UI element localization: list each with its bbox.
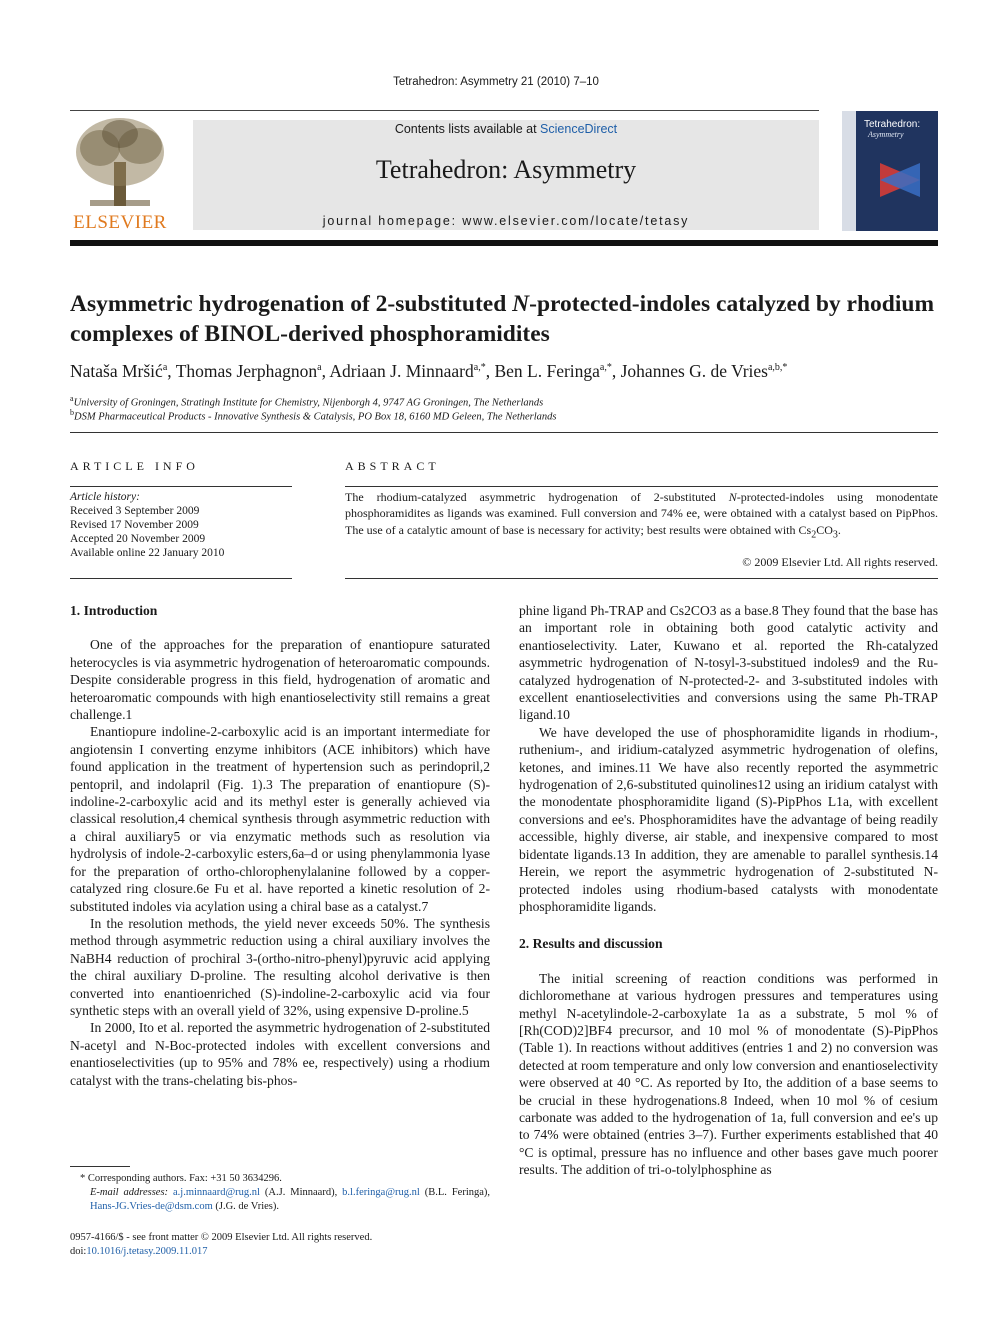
header-thick-rule — [70, 240, 938, 246]
email-link[interactable]: a.j.minnaard@rug.nl — [173, 1187, 260, 1198]
paragraph: In 2000, Ito et al. reported the asymmetric hydrogenation of 2-substituted N-acetyl and N-Boc-protected indoles with excellent conversions and enantioselectivities (up to 95% and 78% ee, respectively) using a rhodium catalyst with the trans-chelating bis-phos- — [70, 1020, 490, 1088]
divider — [70, 578, 292, 579]
paragraph: In the resolution methods, the yield never exceeds 50%. The synthesis method through asymmetric reduction using a chiral auxiliary involves the NaBH4 reduction of prochiral 3-(ortho-nitro-phenyl)pyruvic acid applying the chiral auxiliary D-proline. The resulting alcohol derivative is then converted into enantioenriched (S)-indoline-2-carboxylic acid via four synthetic steps with an overall yield of 32%, using expensive D-proline.5 — [70, 915, 490, 1018]
journal-citation: Tetrahedron: Asymmetry 21 (2010) 7–10 — [393, 76, 599, 88]
footnotes: * Corresponding authors. Fax: +31 50 3634296. E-mail addresses: a.j.minnaard@rug.nl (A.J. Minnaard), b.l.feringa@rug.nl (B.L. Feringa), Hans-JG.Vries-de@dsm.com (J.G. de Vries). — [80, 1173, 491, 1212]
author[interactable]: Nataša Mršić — [70, 361, 163, 381]
divider — [70, 432, 938, 433]
article-history: Article history: Received 3 September 2009 Revised 17 November 2009 Accepted 20 November 2009 Available online 22 January 2010 — [70, 491, 225, 559]
body-column-right — [519, 602, 938, 1179]
paragraph: phine ligand Ph-TRAP and Cs2CO3 as a base.8 They found that the base has an important role in obtaining both good catalytic activity and enantioselectivity. Later, Kuwano et al. reported the Rh-catalyzed asymmetric hydrogenation of N-tosyl-3-substitued indoles9 and the Ru-catalyzed hydrogenation of N-protected-2- and 3-substituted indoles with excellent enantioselectivities and conversions using the same Ph-TRAP ligand.10 — [519, 603, 938, 723]
paragraph: One of the approaches for the preparation of enantiopure saturated heterocycles is via asymmetric hydrogenation of heteroaromatic compounds. Despite considerable progress in this field, hydrogenation of aromatic and heteroaromatic compounds with high enantioselectivity still remains a great challenge.1 — [70, 637, 490, 723]
doi-link[interactable]: 10.1016/j.tetasy.2009.11.017 — [86, 1246, 208, 1257]
author[interactable]: Ben L. Feringa — [494, 361, 600, 381]
copyright-notice: © 2009 Elsevier Ltd. All rights reserved. — [742, 555, 938, 569]
cover-title: Tetrahedron: — [864, 119, 921, 130]
front-matter: 0957-4166/$ - see front matter © 2009 Elsevier Ltd. All rights reserved. doi:10.1016/j.tetasy.2009.11.017 — [70, 1232, 373, 1257]
sciencedirect-link[interactable]: ScienceDirect — [540, 122, 618, 136]
journal-title: Tetrahedron: Asymmetry — [375, 155, 637, 184]
author[interactable]: Adriaan J. Minnaard — [329, 361, 474, 381]
email-link[interactable]: b.l.feringa@rug.nl — [342, 1187, 420, 1198]
cover-subtitle: Asymmetry — [868, 130, 904, 139]
paragraph: The initial screening of reaction conditions was performed in dichloromethane at various hydrogen pressures and temperatures using methyl N-acetylindole-2-carboxylate 1a as a substrate, 5 mol % of [Rh(COD)2]BF4 precursor, and 10 mol % of monodentate (S)-PipPhos (Table 1). In reactions without additives (entries 1 and 2) no conversion was detected at room temperature and only low conversion and enantioselectivity were observed at 40 °C. As reported by Ito, the addition of a base seems to be crucial in these hydrogenations.8 Indeed, when 10 mol % of cesium carbonate was added to the hydrogenation of 1a, full conversion and ee's up to 74% were obtained (entries 3–7). Further experiments established that 40 °C is optimal, pressure has no influence and other bases gave much poorer results. The addition of tri-o-tolylphosphine as — [519, 970, 938, 1178]
affiliation-a: $^a$University of Groningen, Stratingh Institute for Chemistry, Nijenborgh 4, 9747 AG Groningen, The Netherlands — [70, 394, 544, 409]
abstract-heading: ABSTRACT — [345, 459, 440, 473]
header-rule — [70, 110, 819, 111]
body-column-left — [70, 602, 490, 1089]
contents-line: Contents lists available at ScienceDirect — [394, 122, 618, 136]
elsevier-logo[interactable] — [70, 114, 170, 232]
author-list: Nataša Mršić$^a$, Thomas Jerphagnon$^a$, Adriaan J. Minnaard$^{a,*}$, Ben L. Feringa$^{a,*}$, Johannes G. de Vries$^{a,b,*}$ — [70, 361, 788, 381]
divider — [70, 486, 292, 487]
email-link[interactable]: Hans-JG.Vries-de@dsm.com — [90, 1201, 213, 1212]
divider — [345, 578, 938, 579]
footnote-rule — [70, 1166, 130, 1167]
divider — [345, 486, 938, 487]
journal-homepage[interactable]: journal homepage: www.elsevier.com/locate/tetasy — [322, 214, 690, 228]
publisher-logo-text: ELSEVIER — [73, 212, 167, 233]
author[interactable]: Johannes G. de Vries — [620, 361, 768, 381]
cover-strip — [842, 111, 856, 231]
journal-cover-thumbnail[interactable] — [842, 111, 938, 231]
paragraph: Enantiopure indoline-2-carboxylic acid is an important intermediate for angiotensin I converting enzyme inhibitors (ACE inhibitors) which have found application in the treatment of hypertension such as perindopril,2 pentopril, and indolapril (Fig. 1).3 The preparation of enantiopure (S)-indoline-2-carboxylic acid and its methyl ester is generally achieved via classical resolution,4 chemical synthesis through asymmetric reduction with a chiral auxiliary5 or via enzymatic methods such as resolution via hydrolysis of indole-2-carboxylic esters,6a–d or using phenylammonia lyase for the preparation of ortho-chlorophenylalanine followed by a copper-catalyzed ring closure.6e Fu et al. have reported a kinetic resolution of 2-substituted indoles via acylation using a chiral base as a catalyst.7 — [70, 724, 490, 914]
paragraph: We have developed the use of phosphoramidite ligands in rhodium-, ruthenium-, and iridium-catalyzed asymmetric hydrogenation of olefins, ketones, and imines.11 We have also recently reported the asymmetric hydrogenation of 2,6-substituted quinolines12 using an iridium catalyst with the monodentate phosphoramidite ligand (S)-PipPhos L1a, with excellent conversions and ee's. Phosphoramidites have the advantage of being readily accessible, highly diverse, air stable, and inexpensive compared to most bidentate ligands.13 In addition, they are amenable to parallel synthesis.14 Herein, we report the asymmetric hydrogenation of 2-substituted N-protected indoles using rhodium-based catalysts with monodentate phosphoramidite ligands. — [519, 724, 938, 914]
abstract-text: The rhodium-catalyzed asymmetric hydrogenation of 2-substituted N-protected-indoles using monodentate phosphoramidites as ligands was examined. Full conversion and 74% ee, were obtained with a catalyst based on PipPhos. The use of a catalytic amount of base is necessary for activity; best results were obtained with $Cs_2CO_3$. — [345, 490, 938, 541]
affiliation-b: $^b$DSM Pharmaceutical Products - Innovative Synthesis & Catalysis, PO Box 18, 6160 MD Geleen, The Netherlands — [70, 408, 557, 423]
cover-graphic-icon — [880, 163, 920, 197]
section-heading: 2. Results and discussion — [519, 936, 663, 952]
author[interactable]: Thomas Jerphagnon — [175, 361, 318, 381]
article-title: Asymmetric hydrogenation of 2-substituted N-protected-indoles catalyzed by rhodium complexes of BINOL-derived phosphoramidites — [70, 291, 935, 347]
article-info-heading: ARTICLE INFO — [70, 459, 199, 473]
section-heading: 1. Introduction — [70, 603, 158, 618]
